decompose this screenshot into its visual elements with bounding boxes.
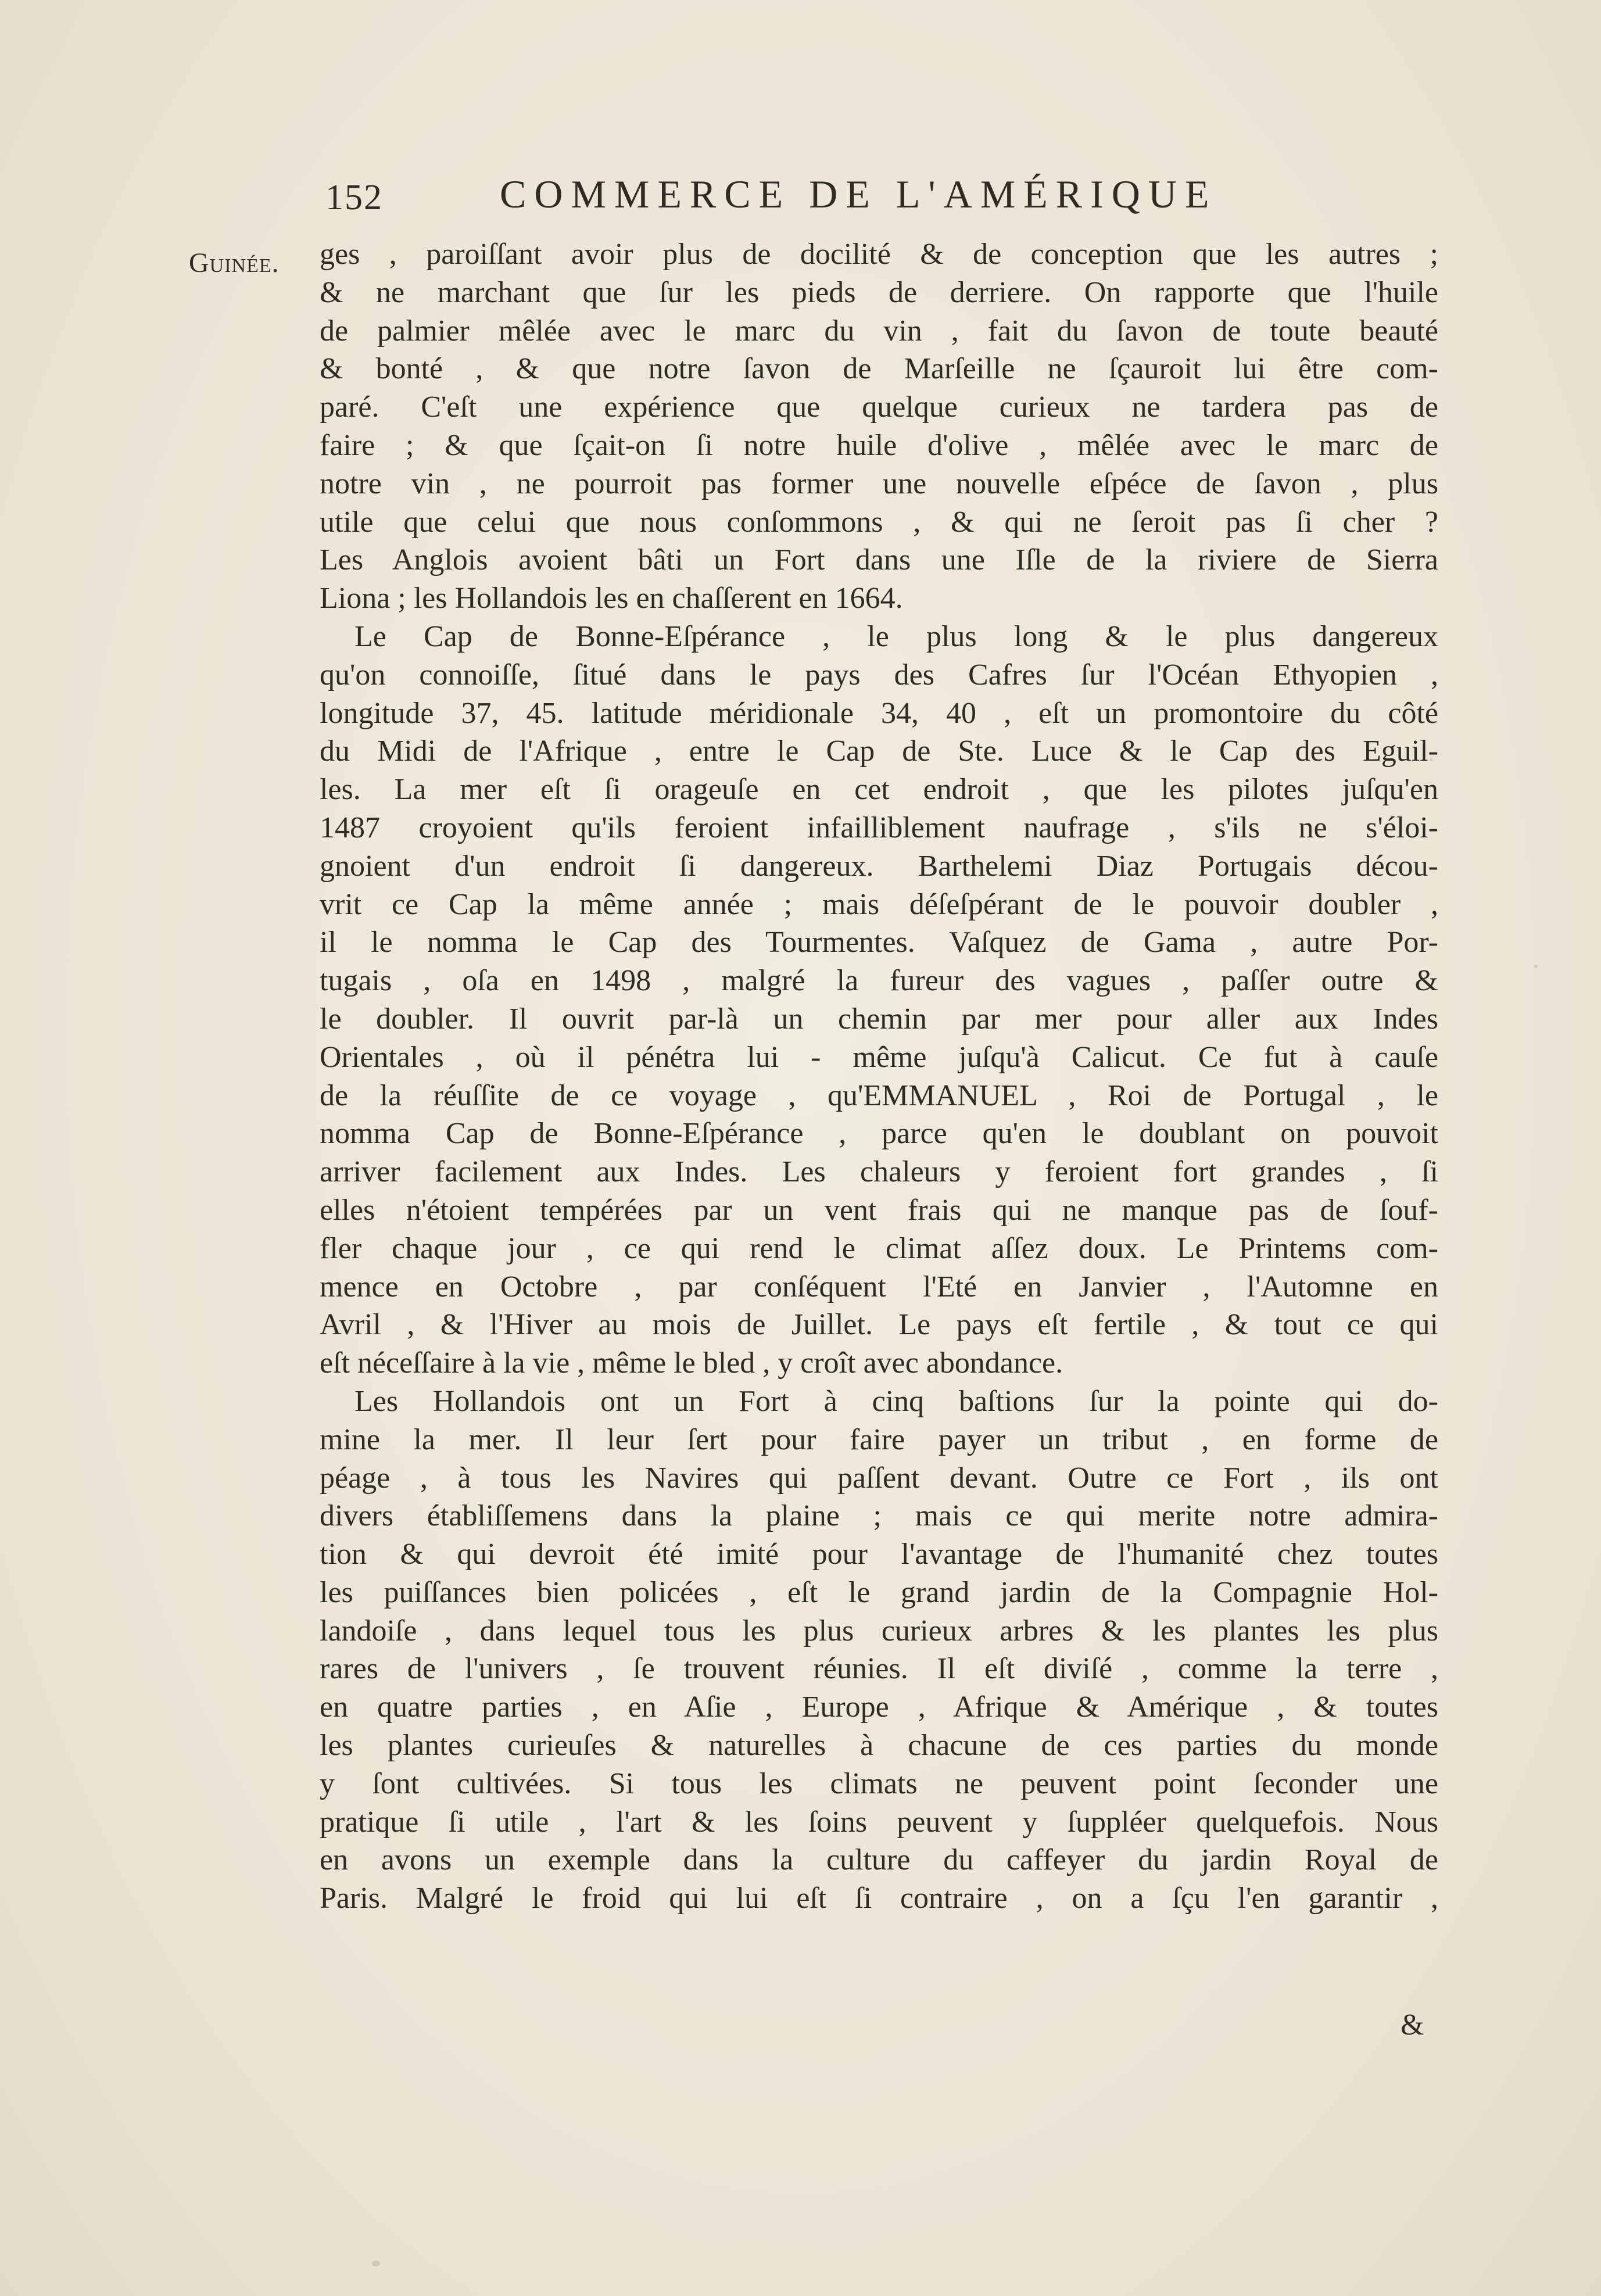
- text-line: de la réuſſite de ce voyage , qu'EMMANUEL , Roi de Portugal , le: [320, 1079, 1438, 1112]
- text-line: les. La mer eſt ſi orageuſe en cet endroit , que les pilotes juſqu'en: [320, 773, 1438, 807]
- text-line: mence en Octobre , par conſéquent l'Eté en Janvier , l'Automne en: [320, 1270, 1438, 1303]
- text-line: les puiſſances bien policées , eſt le grand jardin de la Compagnie Hol-: [320, 1575, 1438, 1609]
- text-line: pratique ſi utile , l'art & les ſoins peuvent y ſuppléer quelquefois. Nous: [320, 1805, 1438, 1839]
- text-line: Avril , & l'Hiver au mois de Juillet. Le pays eſt fertile , & tout ce qui: [320, 1308, 1438, 1342]
- margin-note: Guinée.: [189, 248, 280, 278]
- text-line: de palmier mêlée avec le marc du vin , fait du ſavon de toute beauté: [320, 314, 1438, 348]
- text-line: eſt néceſſaire à la vie , même le bled , y croît avec abondance.: [320, 1346, 1063, 1380]
- text-line: paré. C'eſt une expérience que quelque curieux ne tardera pas de: [320, 391, 1438, 424]
- text-line: divers établiſſemens dans la plaine ; mais ce qui merite notre admira-: [320, 1499, 1438, 1533]
- text-line: nomma Cap de Bonne-Eſpérance , parce qu'en le doublant on pouvoit: [320, 1117, 1438, 1151]
- text-line: les plantes curieuſes & naturelles à chacune de ces parties du monde: [320, 1729, 1438, 1763]
- text-line: Les Hollandois ont un Fort à cinq baſtions ſur la pointe qui do-: [354, 1384, 1438, 1418]
- paper-speck: [1534, 965, 1538, 968]
- text-line: utile que celui que nous conſommons , & qui ne ſeroit pas ſi cher ?: [320, 505, 1438, 539]
- text-line: elles n'étoient tempérées par un vent frais qui ne manque pas de ſouf-: [320, 1193, 1438, 1227]
- running-head: COMMERCE DE L'AMÉRIQUE: [500, 172, 1217, 216]
- text-line: mine la mer. Il leur ſert pour faire payer un tribut , en forme de: [320, 1423, 1438, 1456]
- text-line: il le nomma le Cap des Tourmentes. Vaſquez de Gama , autre Por-: [320, 926, 1438, 959]
- text-line: du Midi de l'Afrique , entre le Cap de Ste. Luce & le Cap des Eguil-: [320, 735, 1438, 768]
- paper-speck: [372, 2261, 380, 2266]
- text-line: longitude 37, 45. latitude méridionale 34, 40 , eſt un promontoire du côté: [320, 696, 1438, 730]
- text-line: fler chaque jour , ce qui rend le climat aſſez doux. Le Printems com-: [320, 1231, 1438, 1265]
- text-line: rares de l'univers , ſe trouvent réunies. Il eſt diviſé , comme la terre ,: [320, 1652, 1438, 1686]
- text-line: péage , à tous les Navires qui paſſent devant. Outre ce Fort , ils ont: [320, 1461, 1438, 1495]
- text-line: Les Anglois avoient bâti un Fort dans une Iſle de la riviere de Sierra: [320, 543, 1438, 577]
- text-line: arriver facilement aux Indes. Les chaleurs y feroient fort grandes , ſi: [320, 1155, 1438, 1189]
- text-line: faire ; & que ſçait-on ſi notre huile d'olive , mêlée avec le marc de: [320, 428, 1438, 462]
- page-header: [325, 171, 1430, 224]
- text-line: le doubler. Il ouvrit par-là un chemin par mer pour aller aux Indes: [320, 1002, 1438, 1036]
- text-line: en quatre parties , en Aſie , Europe , Afrique & Amérique , & toutes: [320, 1690, 1438, 1724]
- text-line: Le Cap de Bonne-Eſpérance , le plus long & le plus dangereux: [354, 619, 1438, 653]
- text-line: Paris. Malgré le froid qui lui eſt ſi contraire , on a ſçu l'en garantir ,: [320, 1882, 1438, 1915]
- text-line: y ſont cultivées. Si tous les climats ne peuvent point ſeconder une: [320, 1767, 1438, 1800]
- text-line: tugais , oſa en 1498 , malgré la fureur des vagues , paſſer outre &: [320, 964, 1438, 998]
- text-line: tion & qui devroit été imité pour l'avantage de l'humanité chez toutes: [320, 1538, 1438, 1571]
- page-number: 152: [325, 178, 383, 217]
- text-line: Orientales , où il pénétra lui - même juſqu'à Calicut. Ce fut à cauſe: [320, 1040, 1438, 1074]
- text-line: en avons un exemple dans la culture du caffeyer du jardin Royal de: [320, 1843, 1438, 1877]
- text-line: & ne marchant que ſur les pieds de derriere. On rapporte que l'huile: [320, 275, 1438, 309]
- text-line: qu'on connoiſſe, ſitué dans le pays des Cafres ſur l'Océan Ethyopien ,: [320, 658, 1438, 692]
- text-line: 1487 croyoient qu'ils feroient infailliblement naufrage , s'ils ne s'éloi-: [320, 811, 1438, 844]
- text-line: landoiſe , dans lequel tous les plus curieux arbres & les plantes les plus: [320, 1614, 1438, 1647]
- text-line: notre vin , ne pourroit pas former une nouvelle eſpéce de ſavon , plus: [320, 467, 1438, 500]
- text-line: gnoient d'un endroit ſi dangereux. Barthelemi Diaz Portugais décou-: [320, 849, 1438, 883]
- catchword: &: [1401, 2008, 1424, 2041]
- text-line: ges , paroiſſant avoir plus de docilité & de conception que les autres ;: [320, 238, 1438, 271]
- text-line: Liona ; les Hollandois les en chaſſerent en 1664.: [320, 582, 903, 615]
- text-line: & bonté , & que notre ſavon de Marſeille ne ſçauroit lui être com-: [320, 352, 1438, 386]
- body-text: [320, 235, 1438, 1918]
- text-line: vrit ce Cap la même année ; mais déſeſpérant de le pouvoir doubler ,: [320, 887, 1438, 921]
